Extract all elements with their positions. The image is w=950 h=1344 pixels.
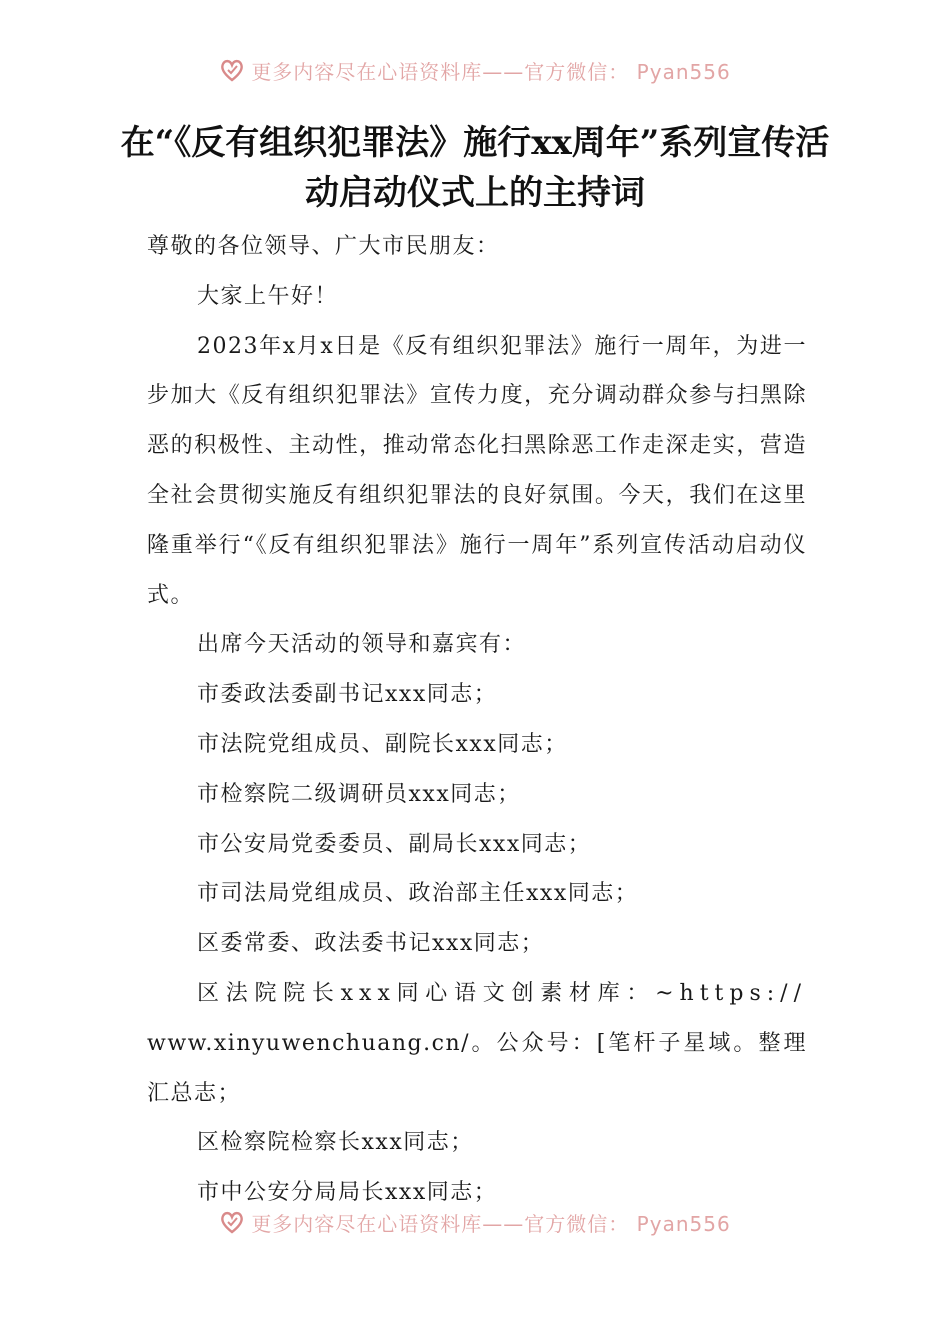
- body-paragraph: 出席今天活动的领导和嘉宾有：: [197, 632, 527, 658]
- body-paragraph: 大家上午好！: [197, 283, 339, 309]
- body-paragraph: 市公安局党委委员、副局长xxx同志；: [197, 831, 592, 857]
- body-paragraph: 市委政法委副书记xxx同志；: [197, 682, 498, 708]
- body-paragraph: 尊敬的各位领导、广大市民朋友：: [147, 234, 500, 259]
- body-paragraph: 2023年x月x日是《反有组织犯罪法》施行一周年，为进一步加大《反有组织犯罪法》宣传力度，充分调动群众参与扫黑除恶的积极性、主动性，推动常态化扫黑除恶工作走深走实，营造全社会贯彻实施反有组织犯罪法的良好氛围。今天，我们在这里隆重举行“《反有组织犯罪法》施行一周年”系列宣传活动启动仪式。: [147, 333, 807, 608]
- watermark-header: [0, 50, 950, 90]
- watermark-text: 更多内容尽在心语资料库——官方微信： Pyan556: [251, 59, 731, 84]
- body-paragraph: 市检察院二级调研员xxx同志；: [197, 781, 521, 807]
- watermark-footer: [0, 1202, 950, 1242]
- body-paragraph: 市法院党组成员、副院长xxx同志；: [197, 731, 568, 757]
- document-title: 在“《反有组织犯罪法》施行xx周年”系列宣传活动启动仪式上的主持词: [120, 123, 830, 213]
- body-paragraph: 市中公安分局局长xxx同志；: [197, 1180, 498, 1206]
- watermark-text: 更多内容尽在心语资料库——官方微信： Pyan556: [251, 1211, 731, 1236]
- body-paragraph: 区检察院检察长xxx同志；: [197, 1130, 474, 1156]
- body-paragraph: 区法院院长xxx同心语文创素材库：~https://: [197, 980, 807, 1006]
- body-paragraph: www.xinyuwenchuang.cn/。公众号：[笔杆子星域。整理汇总志；: [147, 1030, 807, 1106]
- document-body: [147, 222, 807, 1218]
- heart-logo-icon: [219, 1209, 245, 1235]
- heart-logo-icon: [219, 57, 245, 83]
- body-paragraph: 区委常委、政法委书记xxx同志；: [197, 931, 545, 957]
- body-paragraph: 市司法局党组成员、政治部主任xxx同志；: [197, 881, 639, 907]
